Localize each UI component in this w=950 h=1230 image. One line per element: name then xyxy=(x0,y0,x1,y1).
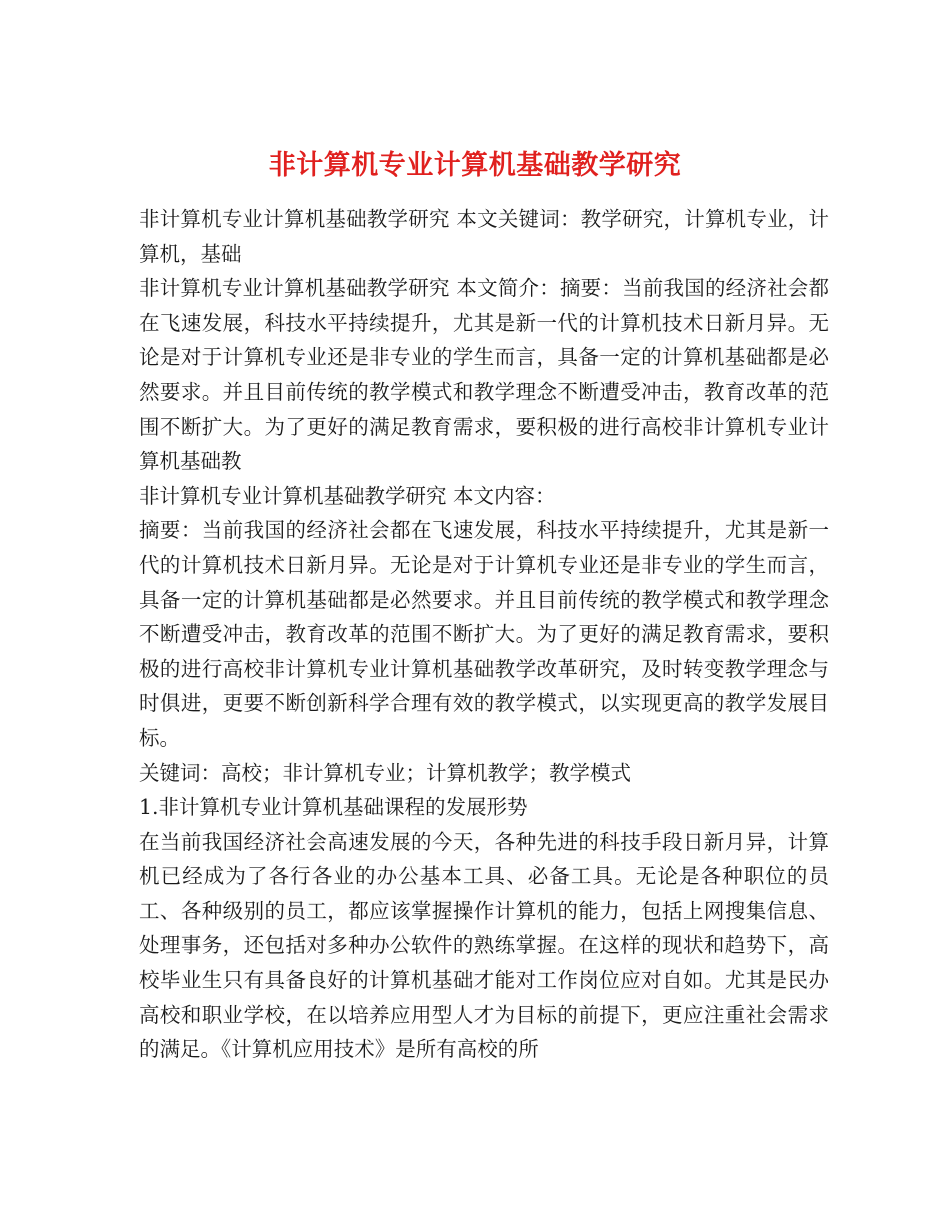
section-heading: 1.非计算机专业计算机基础课程的发展形势 xyxy=(139,795,528,820)
keywords-paragraph: 非计算机专业计算机基础教学研究 本文关键词：教学研究，计算机专业，计算机，基础 xyxy=(139,207,829,266)
keyword-list-paragraph: 关键词：高校；非计算机专业；计算机教学；教学模式 xyxy=(139,760,631,785)
summary-paragraph: 非计算机专业计算机基础教学研究 本文简介：摘要：当前我国的经济社会都在飞速发展，科技水平持续提升，尤其是新一代的计算机技术日新月异。无论是对于计算机专业还是非专业的学生而言，具备一定的计算机基础都是必然要求。并且目前传统的教学模式和教学理念不断遭受冲击，教育改革的范围不断扩大。为了更好的满足教育需求，要积极的进行高校非计算机专业计算机基础教 xyxy=(139,276,829,474)
abstract-paragraph: 摘要：当前我国的经济社会都在飞速发展，科技水平持续提升，尤其是新一代的计算机技术日新月异。无论是对于计算机专业还是非专业的学生而言，具备一定的计算机基础都是必然要求。并且目前传统的教学模式和教学理念不断遭受冲击，教育改革的范围不断扩大。为了更好的满足教育需求，要积极的进行高校非计算机专业计算机基础教学改革研究，及时转变教学理念与时俱进，更要不断创新科学合理有效的教学模式，以实现更高的教学发展目标。 xyxy=(139,518,829,750)
content-heading-paragraph: 非计算机专业计算机基础教学研究 本文内容： xyxy=(139,483,556,508)
section-body-paragraph: 在当前我国经济社会高速发展的今天，各种先进的科技手段日新月异，计算机已经成为了各行各业的办公基本工具、必备工具。无论是各种职位的员工、各种级别的员工，都应该掌握操作计算机的能力，包括上网搜集信息、处理事务，还包括对多种办公软件的熟练掌握。在这样的现状和趋势下，高校毕业生只有具备良好的计算机基础才能对工作岗位应对自如。尤其是民办高校和职业学校，在以培养应用型人才为目标的前提下，更应注重社会需求的满足。《计算机应用技术》是所有高校的所 xyxy=(139,829,829,1062)
document-title: 非计算机专业计算机基础教学研究 xyxy=(268,150,682,182)
document-body xyxy=(139,202,829,1067)
